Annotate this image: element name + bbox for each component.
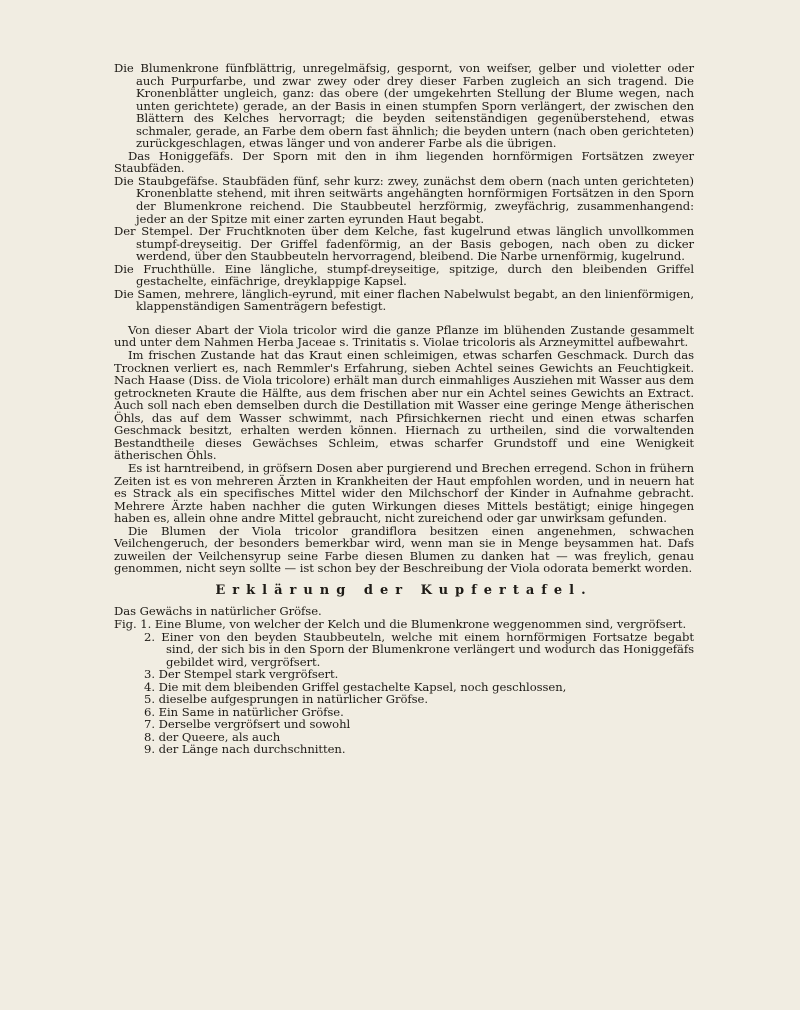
paragraph-fruchthuelle: Die Fruchthülle. Eine längliche, stumpf-dreyseitige, spitzige, durch den bleibenden Griffel gestachelte, einfächrige, dreyklappige Kapsel.: [114, 261, 694, 289]
paragraph-stempel: Der Stempel. Der Fruchtknoten über dem Kelche, fast kugelrund etwas länglich unvollkommen stumpf-dreyseitig. Der Griffel fadenförmig, an der Basis gebogen, nach oben zu dicker werdend, über den Staubbeuteln hervorragend, bleibend. Die Narbe urnenförmig, kugelrund.: [114, 224, 694, 264]
figure-item: 7. Derselbe vergröfsert und sowohl: [144, 717, 351, 732]
figure-item: 8. der Queere, als auch: [144, 729, 281, 744]
paragraph-abart: Von dieser Abart der Viola tricolor wird die ganze Pflanze im blühenden Zustande gesammelt und unter dem Nahmen Herba Jaceae s. Trinitatis s. Violae tricoloris als Arzneymittel aufbewahrt.: [114, 322, 694, 350]
figure-item: 3. Der Stempel stark vergröfsert.: [144, 667, 339, 682]
section-heading: Erklärung der Kupfertafel.: [215, 582, 593, 598]
figure-item: 6. Ein Same in natürlicher Gröfse.: [144, 704, 344, 719]
plate-intro: Das Gewächs in natürlicher Gröfse.: [114, 604, 322, 619]
figure-item: 4. Die mit dem bleibenden Griffel gestachelte Kapsel, noch geschlossen,: [144, 679, 567, 694]
paragraph-staubgefaesse: Die Staubgefäfse. Staubfäden fünf, sehr kurz: zwey, zunächst dem obern (nach unten gerichteten) Kronenblatte stehend, mit ihren seitwärts angehängten hornförmigen Fortsätzen in den Sporn der Blumenkrone reichend. Die Staubbeutel herzförmig, zweyfächrig, zusammenhangend: jeder an der Spitze mit einer zarten eyrunden Haut begabt.: [114, 173, 694, 226]
page-text: [114, 62, 694, 756]
figure-item: Fig. 1. Eine Blume, von welcher der Kelch und die Blumenkrone weggenommen sind, vergröfsert.: [114, 616, 687, 631]
paragraph-blumenkrone: Die Blumenkrone fünfblättrig, unregelmäfsig, gespornt, von weifser, gelber und violetter oder auch Purpurfarbe, und zwar zwey oder drey dieser Farben zugleich an sich tragend. Die Kronenblätter ungleich, ganz: das obere (der umgekehrten Stellung der Blume wegen, nach unten gerichtete) gerade, an der Basis in einen stumpfen Sporn verlängert, der zwischen den Blättern des Kelches hervorragt; die beyden seitenständigen gegenüberstehend, etwas schmaler, gerade, an Farbe dem obern fast ähnlich; die beyden untern (nach oben gerichteten) zurückgeschlagen, etwas länger und von anderer Farbe als die übrigen.: [114, 61, 694, 151]
paragraph-wirkung: Es ist harntreibend, in gröfsern Dosen aber purgierend und Brechen erregend. Schon in frühern Zeiten ist es von mehreren Ärzten in Krankheiten der Haut empfohlen worden, und in neuern hat es Strack als ein specifisches Mittel wider den Milchschorf der Kinder in Aufnahme gebracht. Mehrere Ärzte haben nachher die guten Wirkungen dieses Mittels bestätigt; einige hingegen haben es, allein ohne andre Mittel gebraucht, nicht zureichend oder gar unwirksam gefunden.: [114, 460, 694, 526]
paragraph-honiggefaess: Das Honiggefäfs. Der Sporn mit den in ihm liegenden hornförmigen Fortsätzen zweyer Staubfäden.: [114, 148, 694, 176]
paragraph-frischer-zustand: Im frischen Zustande hat das Kraut einen schleimigen, etwas scharfen Geschmack. Durch das Trocknen verliert es, nach Remmler's Erfahrung, sieben Achtel seines Gewichts an Feuchtigkeit. Nach Haase (Diss. de Viola tricolore) erhält man durch einmahliges Ausziehen mit Wasser aus dem getrockneten Kraute die Hälfte, aus dem frischen aber nur ein Achtel seines Gewichts an Extract. Auch soll nach eben demselben durch die Destillation mit Wasser eine geringe Menge ätherischen Öhls, das auf dem Wasser schwimmt, nach Pfirsichkernen riecht und einen etwas scharfen Geschmack besitzt, erhalten werden können. Hiernach zu urtheilen, sind die vorwaltenden Bestandtheile dieses Gewächses Schleim, etwas scharfer Grundstoff und eine Wenigkeit ätherischen Öhls.: [114, 348, 694, 463]
paragraph-blumen: Die Blumen der Viola tricolor grandiflora besitzen einen angenehmen, schwachen Veilchengeruch, der besonders bemerkbar wird, wenn man sie in Menge beysammen hat. Dafs zuweilen der Veilchensyrup seine Farbe diesen Blumen zu danken hat — was freylich, genau genommen, nicht seyn sollte — ist schon bey der Beschreibung der Viola odorata bemerkt worden.: [114, 523, 694, 576]
figure-item: 5. dieselbe aufgesprungen in natürlicher Gröfse.: [144, 692, 429, 707]
paragraph-samen: Die Samen, mehrere, länglich-eyrund, mit einer flachen Nabelwulst begabt, an den linienförmigen, klappenständigen Samenträgern befestigt.: [114, 286, 694, 314]
figure-item: 2. Einer von den beyden Staubbeuteln, welche mit einem hornförmigen Fortsatze begabt sind, der sich bis in den Sporn der Blumenkrone verlängert und wodurch das Honiggefäfs gebildet wird, vergröfsert.: [144, 629, 694, 669]
figure-item: 9. der Länge nach durchschnitten.: [144, 742, 346, 757]
figure-list: [114, 618, 694, 756]
